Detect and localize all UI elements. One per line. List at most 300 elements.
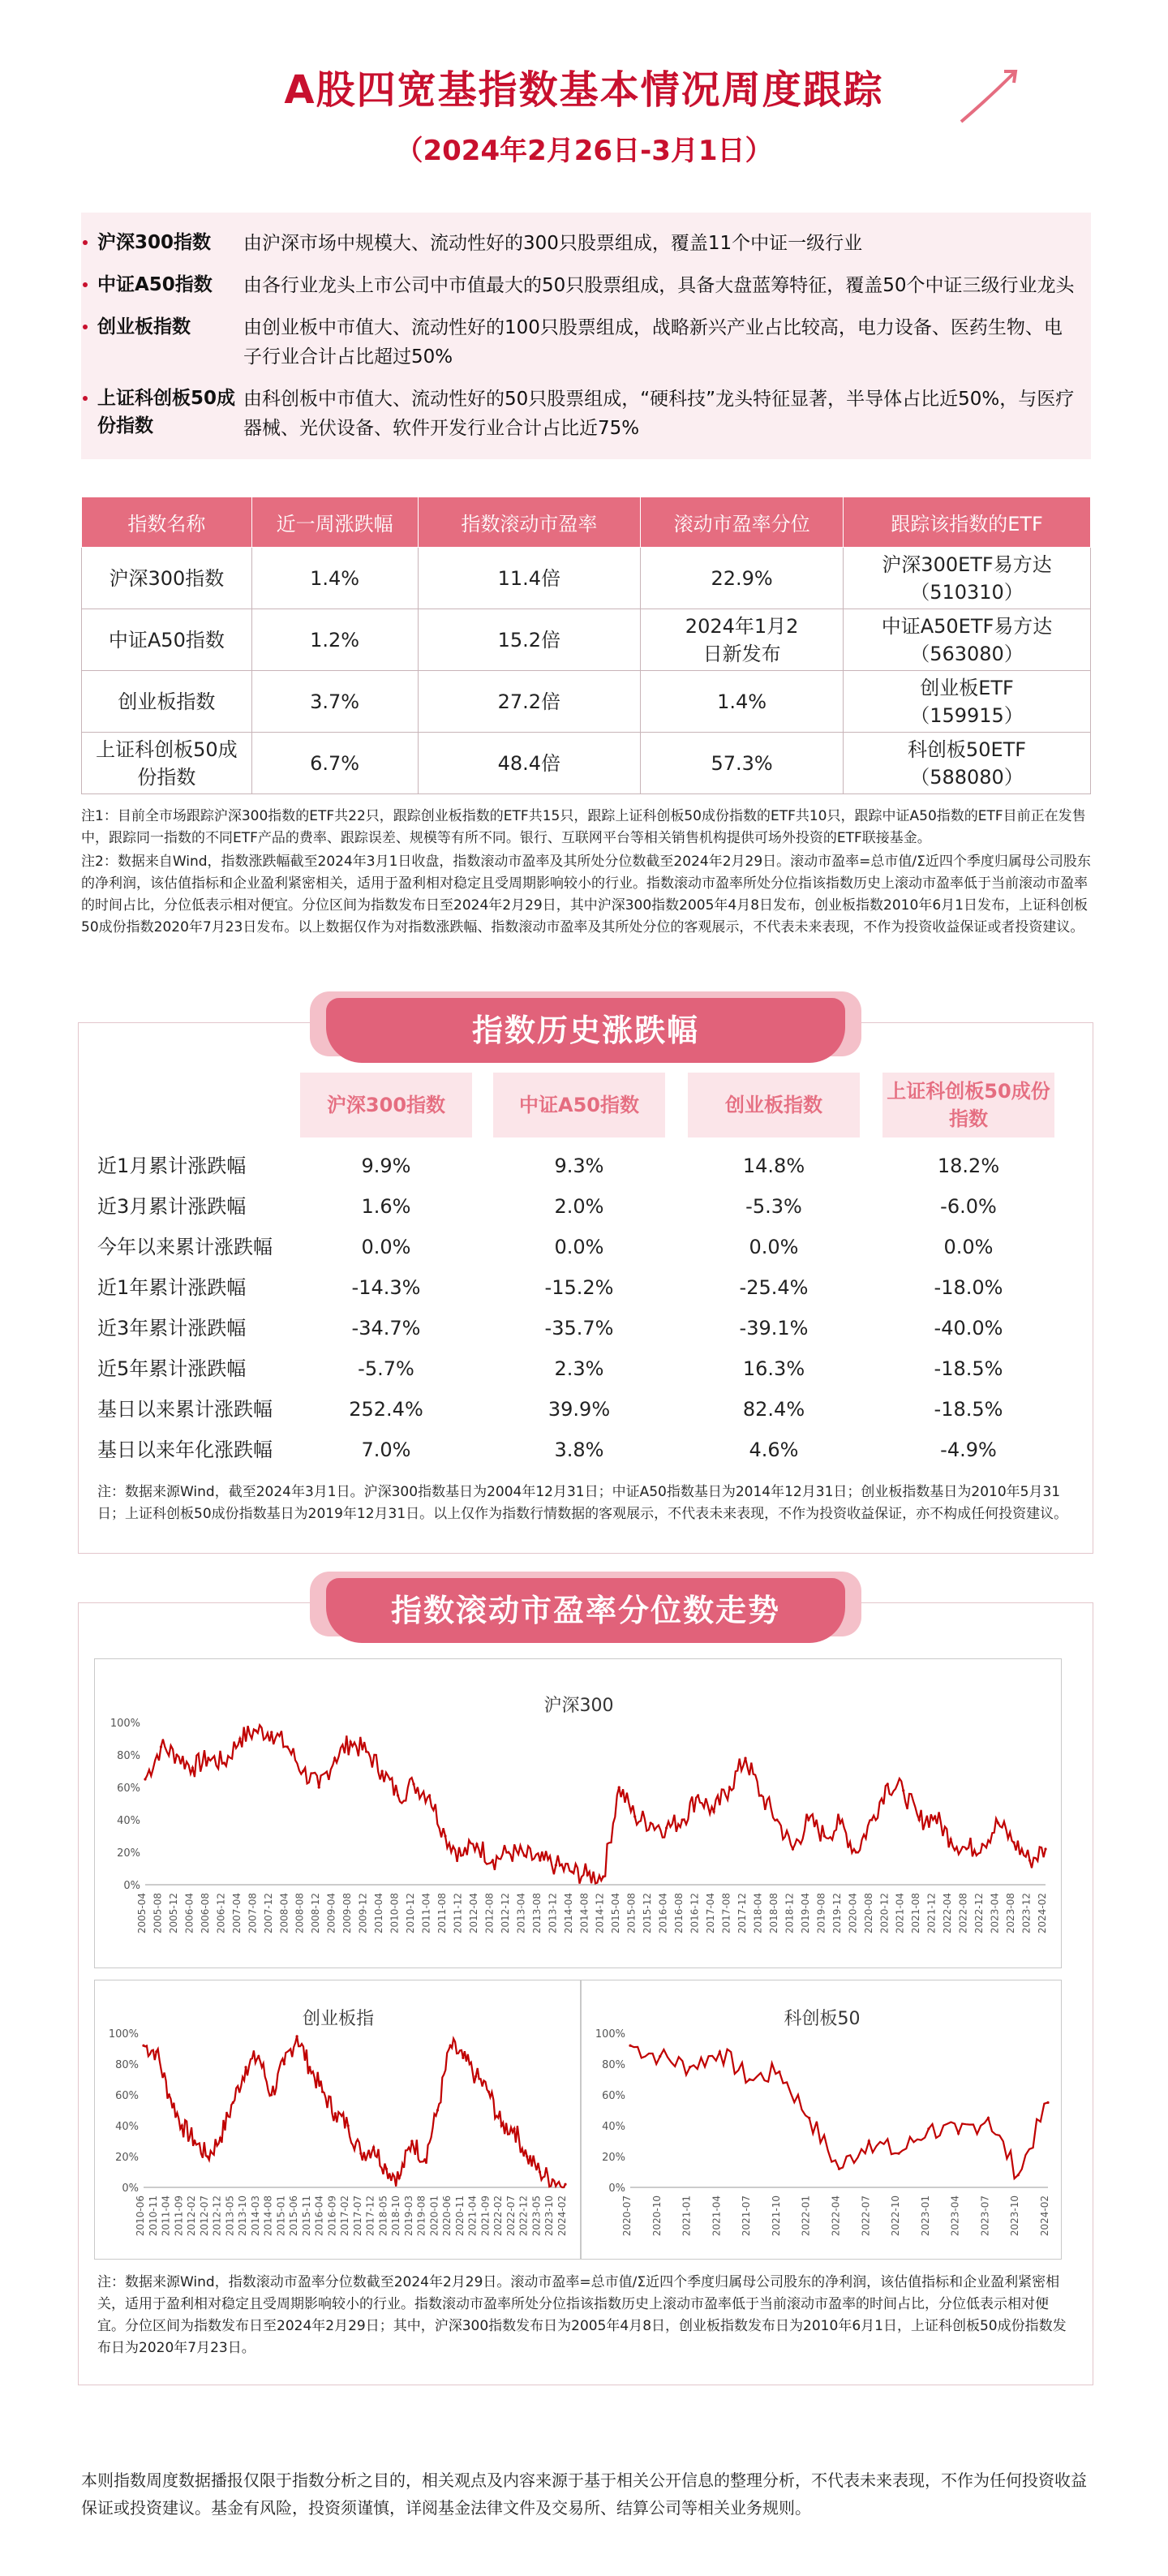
table-cell: 7.0% <box>361 1439 411 1461</box>
x-tick-label: 2006-08 <box>199 1893 211 1934</box>
row-label: 基日以来年化涨跌幅 <box>97 1439 273 1461</box>
table-row <box>89 1227 1087 1267</box>
series-line <box>145 1725 1046 1883</box>
x-tick-label: 2006-04 <box>183 1893 195 1934</box>
table-row <box>89 1430 1087 1470</box>
y-tick-label: 0% <box>123 1880 140 1892</box>
x-tick-label: 2019-12 <box>831 1893 843 1934</box>
table-cell: 0.0% <box>361 1236 411 1258</box>
table-cell: 沪深300指数 <box>82 548 252 609</box>
arrow-decoration-icon <box>957 65 1022 130</box>
data-point <box>257 2055 260 2058</box>
data-point <box>286 1745 289 1748</box>
data-point <box>244 2066 247 2068</box>
x-tick-label: 2013-08 <box>530 1893 543 1934</box>
x-tick-label: 2020-08 <box>862 1893 874 1934</box>
x-tick-label: 2014-04 <box>562 1893 574 1934</box>
x-tick-label: 2023-04 <box>949 2195 961 2237</box>
note-2: 注2：数据来自Wind，指数涨跌幅截至2024年3月1日收盘，指数滚动市盈率及其所处分位数截至2024年2月29日。滚动市盈率=总市值/Σ近四个季度归属母公司股东的净利润，该估值指标和企业盈利紧密相关，适用于盈利相对稳定且受周期影响较小的行业。指数滚动市盈率所处分位指该指数历史上滚动市盈率低于当前滚动市盈率的时间占比，分位低表示相对便宜。分位区间为指数发布日至2024年2月29日，其中沪深300指数2005年4月8日发布，创业板指数2010年6月1日发布，上证科创板50成份指数2020年7月23日发布。以上数据仅作为对指数涨跌幅、指数滚动市盈率及其所处分位的客观展示，不代表未来表现，不作为投资收益保证或者投资建议。 <box>81 854 1091 935</box>
x-tick-label: 2023-12 <box>1020 1893 1033 1934</box>
data-point <box>659 2055 661 2058</box>
x-tick-label: 2009-12 <box>357 1893 369 1934</box>
y-tick-label: 40% <box>602 2121 625 2133</box>
data-point <box>689 2066 691 2068</box>
data-point <box>155 2050 157 2053</box>
x-tick-label: 2022-08 <box>957 1893 969 1934</box>
table-cell: 82.4% <box>742 1398 805 1421</box>
x-tick-label: 2016-12 <box>689 1893 701 1934</box>
data-point <box>981 1843 984 1845</box>
table-cell: 9.3% <box>554 1155 604 1177</box>
x-tick-label: 2011-04 <box>160 2195 172 2237</box>
x-tick-label: 2017-12 <box>364 2195 376 2237</box>
table-cell: -5.7% <box>358 1357 414 1380</box>
row-label: 近1月累计涨跌幅 <box>97 1155 247 1177</box>
table-cell: 科创板50ETF（588080） <box>844 733 1091 794</box>
section-banner: 指数历史涨跌幅 <box>326 998 845 1063</box>
data-point <box>223 1761 225 1764</box>
index-summary-table <box>81 497 1091 794</box>
y-tick-label: 0% <box>608 2183 625 2195</box>
data-point <box>398 2177 401 2179</box>
y-tick-label: 80% <box>115 2059 139 2071</box>
x-tick-label: 2018-08 <box>767 1893 779 1934</box>
data-point <box>570 1870 573 1873</box>
data-point <box>997 1821 999 1824</box>
data-point <box>778 2071 780 2073</box>
x-tick-label: 2014-08 <box>262 2195 274 2237</box>
x-tick-label: 2019-08 <box>815 1893 827 1934</box>
x-tick-label: 2024-02 <box>1037 1893 1048 1934</box>
data-point <box>927 2127 930 2130</box>
data-point <box>270 2093 273 2096</box>
chinext-chart <box>94 1980 581 2260</box>
data-point <box>500 2124 503 2127</box>
x-tick-label: 2024-02 <box>1039 2195 1050 2237</box>
data-point <box>372 2146 375 2148</box>
data-point <box>950 1838 952 1840</box>
x-tick-label: 2015-04 <box>610 1893 622 1934</box>
data-point <box>175 1753 178 1756</box>
x-tick-label: 2020-12 <box>878 1893 891 1934</box>
data-point <box>513 2127 515 2130</box>
data-point <box>365 1750 367 1752</box>
data-point <box>728 1786 731 1788</box>
chart-title: 沪深300 <box>543 1696 614 1716</box>
data-point <box>436 2109 439 2111</box>
intro-item <box>81 307 1091 378</box>
x-tick-label: 2023-08 <box>1005 1893 1017 1934</box>
data-point <box>412 1783 414 1785</box>
data-point <box>144 1778 146 1780</box>
x-tick-label: 2007-08 <box>247 1893 259 1934</box>
table-cell: 0.0% <box>554 1236 604 1258</box>
intro-item-name: 创业板指数 <box>81 313 243 372</box>
disclaimer-footer: 本则指数周度数据播报仅限于指数分析之目的，相关观点及内容来源于基于相关公开信息的整理分析，不代表未来表现，不作为任何投资收益保证或投资建议。基金有风险，投资须谨慎，详阅基金法律文件及交易所、结算公司等相关业务规则。 <box>81 2471 1087 2518</box>
x-tick-label: 2015-12 <box>642 1893 654 1934</box>
data-point <box>744 1757 746 1759</box>
y-tick-label: 80% <box>602 2059 625 2071</box>
data-point <box>749 2078 751 2080</box>
table-row <box>89 1348 1087 1389</box>
data-point <box>870 1818 873 1821</box>
table-cell: -6.0% <box>940 1195 997 1218</box>
table-cell: 2.3% <box>554 1357 604 1380</box>
data-point <box>1028 1859 1031 1861</box>
star50-line-chart <box>582 1980 1063 2260</box>
data-point <box>207 1757 209 1759</box>
table-cell: 上证科创板50成份指数 <box>82 733 252 794</box>
y-tick-label: 20% <box>115 2152 139 2164</box>
data-point <box>359 2152 362 2155</box>
x-tick-label: 2012-08 <box>483 1893 496 1934</box>
x-tick-label: 2008-08 <box>294 1893 306 1934</box>
chart-title: 创业板指 <box>302 2009 374 2029</box>
x-tick-label: 2014-08 <box>578 1893 590 1934</box>
data-point <box>487 2091 490 2093</box>
table-cell: 22.9% <box>641 548 844 609</box>
row-label: 基日以来累计涨跌幅 <box>97 1398 273 1421</box>
x-tick-label: 2008-04 <box>278 1893 290 1934</box>
table-cell: 0.0% <box>749 1236 799 1258</box>
x-tick-label: 2022-07 <box>860 2195 872 2237</box>
x-tick-label: 2009-04 <box>325 1893 337 1934</box>
x-tick-label: 2012-12 <box>499 1893 511 1934</box>
intro-item <box>81 222 1091 264</box>
table-cell: 创业板ETF（159915） <box>844 671 1091 733</box>
data-point <box>283 2062 286 2065</box>
row-label: 近3年累计涨跌幅 <box>97 1317 247 1340</box>
series-line <box>144 2036 565 2187</box>
x-tick-label: 2021-04 <box>711 2195 723 2237</box>
data-point <box>1044 1847 1046 1850</box>
data-point <box>423 2158 426 2161</box>
data-point <box>807 1818 809 1821</box>
data-point <box>719 2050 721 2053</box>
table-cell: 1.4% <box>641 671 844 733</box>
x-tick-label: 2019-04 <box>799 1893 811 1934</box>
table-row <box>89 1389 1087 1430</box>
table-cell: 中证A50ETF易方达（563080） <box>844 609 1091 671</box>
x-tick-label: 2021-10 <box>770 2195 782 2237</box>
row-label: 近1年累计涨跌幅 <box>97 1276 247 1299</box>
table-cell: 1.4% <box>251 548 418 609</box>
data-point <box>507 1851 509 1853</box>
table-cell: 252.4% <box>349 1398 423 1421</box>
x-tick-label: 2006-12 <box>215 1893 227 1934</box>
x-tick-label: 2009-08 <box>341 1893 354 1934</box>
data-point <box>449 2045 452 2047</box>
x-tick-label: 2010-12 <box>405 1893 417 1934</box>
table-cell: 14.8% <box>742 1155 805 1177</box>
x-tick-label: 2022-02 <box>492 2195 505 2237</box>
x-tick-label: 2023-04 <box>989 1893 1001 1934</box>
data-point <box>270 1731 273 1733</box>
data-point <box>193 2139 195 2142</box>
intro-item-name: 上证科创板50成份指数 <box>81 385 243 443</box>
data-point <box>697 1794 699 1796</box>
y-tick-label: 0% <box>122 2183 139 2195</box>
table-row <box>82 733 1091 794</box>
data-point <box>308 2066 311 2068</box>
data-point <box>629 2045 631 2047</box>
table-cell: 沪深300ETF易方达（510310） <box>844 548 1091 609</box>
data-point <box>302 1770 304 1772</box>
table-cell: -34.7% <box>351 1317 421 1340</box>
data-point <box>618 1786 620 1788</box>
y-tick-label: 40% <box>117 1815 140 1827</box>
data-point <box>321 2091 324 2093</box>
table-cell: 创业板指数 <box>82 671 252 733</box>
data-point <box>712 1810 715 1813</box>
data-point <box>823 1834 826 1837</box>
x-tick-label: 2022-07 <box>505 2195 517 2237</box>
table-cell: -40.0% <box>934 1317 1003 1340</box>
data-point <box>232 2101 234 2104</box>
x-tick-label: 2015-06 <box>288 2195 300 2237</box>
x-tick-label: 2011-04 <box>420 1893 432 1934</box>
x-tick-label: 2018-04 <box>752 1893 764 1934</box>
x-tick-label: 2016-04 <box>313 2195 325 2237</box>
data-point <box>334 2112 337 2114</box>
x-tick-label: 2017-08 <box>720 1893 732 1934</box>
table-cell: 2.0% <box>554 1195 604 1218</box>
x-tick-label: 2015-01 <box>275 2195 287 2237</box>
data-point <box>385 2168 388 2170</box>
table-cell: 4.6% <box>749 1439 799 1461</box>
table-cell: 1.2% <box>251 609 418 671</box>
hs300-chart <box>94 1658 1062 1968</box>
table-cell: 6.7% <box>251 733 418 794</box>
x-tick-label: 2021-07 <box>741 2195 753 2237</box>
intro-item-desc: 由各行业龙头上市公司中市值最大的50只股票组成，具备大盘蓝筹特征，覆盖50个中证三级行业龙头 <box>243 275 1075 296</box>
x-tick-label: 2017-02 <box>339 2195 351 2237</box>
data-point <box>539 1859 541 1861</box>
data-point <box>462 2057 464 2059</box>
x-tick-label: 2012-02 <box>186 2195 198 2237</box>
page-title: A股四宽基指数基本情况周度跟踪 <box>284 67 884 113</box>
x-tick-label: 2012-04 <box>467 1893 479 1934</box>
series-line <box>630 2045 1048 2178</box>
table-cell: 18.2% <box>937 1155 1000 1177</box>
x-tick-label: 2021-08 <box>910 1893 922 1934</box>
x-tick-label: 2022-12 <box>973 1893 986 1934</box>
table-cell: 9.9% <box>361 1155 411 1177</box>
y-tick-label: 100% <box>110 1718 140 1730</box>
column-header: 沪深300指数 <box>300 1073 472 1137</box>
table-row <box>89 1146 1087 1186</box>
data-point <box>347 2124 350 2127</box>
x-tick-label: 2016-08 <box>673 1893 685 1934</box>
table-header-row <box>82 497 1091 548</box>
note-1: 注1：目前全市场跟踪沪深300指数的ETF共22只，跟踪创业板指数的ETF共15只，跟踪上证科创板50成份指数的ETF共10只，跟踪中证A50指数的ETF目前正在发售中，跟踪同一指数的不同ETF产品的费率、跟踪误差、规模等有所不同。银行、互联网平台等相关销售机构提供可场外投资的ETF联接基金。 <box>81 808 1086 846</box>
x-tick-label: 2016-09 <box>326 2195 338 2237</box>
intro-item <box>81 264 1091 307</box>
x-tick-label: 2022-12 <box>517 2195 530 2237</box>
table-cell: 3.7% <box>251 671 418 733</box>
data-point <box>160 1745 162 1748</box>
table-cell: -39.1% <box>739 1317 809 1340</box>
data-point <box>650 1821 652 1824</box>
data-point <box>897 2152 900 2155</box>
x-tick-label: 2017-12 <box>736 1893 748 1934</box>
table-cell: 中证A50指数 <box>82 609 252 671</box>
y-tick-label: 100% <box>108 2028 139 2041</box>
x-tick-label: 2020-10 <box>651 2195 663 2237</box>
table-cell: 3.8% <box>554 1439 604 1461</box>
column-header: 滚动市盈率分位 <box>641 497 844 548</box>
x-tick-label: 2005-12 <box>167 1893 179 1934</box>
x-tick-label: 2020-11 <box>453 2195 466 2237</box>
data-point <box>665 1826 668 1829</box>
table-cell: 39.9% <box>548 1398 611 1421</box>
y-tick-label: 20% <box>602 2152 625 2164</box>
x-tick-label: 2021-04 <box>894 1893 906 1934</box>
intro-item-desc: 由创业板中市值大、流动性好的100只股票组成，战略新兴产业占比较高，电力设备、医药生物、电子行业合计占比超过50% <box>243 317 1063 368</box>
data-point <box>839 1821 841 1824</box>
x-tick-label: 2020-04 <box>847 1893 859 1934</box>
table-cell: 15.2倍 <box>418 609 641 671</box>
data-point <box>523 1854 526 1856</box>
data-point <box>492 1859 494 1861</box>
column-header: 指数名称 <box>82 497 252 548</box>
table-row <box>82 609 1091 671</box>
data-point <box>602 1875 604 1877</box>
data-point <box>474 2075 477 2078</box>
x-tick-label: 2011-12 <box>452 1893 464 1934</box>
data-point <box>397 1794 399 1796</box>
row-label: 今年以来累计涨跌幅 <box>97 1236 273 1258</box>
intro-item-desc: 由科创板中市值大、流动性好的50只股票组成，“硬科技”龙头特征显著，半导体占比近50%，与医疗器械、光伏设备、软件开发行业合计占比近75% <box>243 389 1075 439</box>
data-point <box>775 1818 778 1821</box>
data-point <box>887 1783 889 1785</box>
page-subtitle: （2024年2月26日-3月1日） <box>395 135 773 167</box>
x-tick-label: 2019-03 <box>402 2195 414 2237</box>
x-tick-label: 2017-04 <box>705 1893 717 1934</box>
x-tick-label: 2013-12 <box>547 1893 559 1934</box>
data-point <box>219 2137 221 2139</box>
x-tick-label: 2018-05 <box>377 2195 389 2237</box>
x-tick-label: 2019-08 <box>415 2195 427 2237</box>
table-cell: -25.4% <box>739 1276 809 1299</box>
chinext-line-chart <box>95 1980 582 2260</box>
x-tick-label: 2011-09 <box>173 2195 185 2237</box>
data-point <box>792 1847 794 1850</box>
table-cell: -4.9% <box>940 1439 997 1461</box>
data-point <box>142 2045 144 2047</box>
data-point <box>238 1737 241 1740</box>
data-point <box>855 1851 857 1853</box>
data-point <box>526 2155 528 2157</box>
row-label: 近5年累计涨跌幅 <box>97 1357 247 1380</box>
data-point <box>586 1873 589 1876</box>
x-tick-label: 2007-12 <box>262 1893 274 1934</box>
data-point <box>965 1847 968 1850</box>
data-point <box>918 1818 921 1821</box>
x-tick-label: 2022-10 <box>890 2195 902 2237</box>
index-intro-list <box>81 213 1091 459</box>
table-row <box>89 1308 1087 1348</box>
x-tick-label: 2013-10 <box>237 2195 249 2237</box>
section3-note: 注：数据来源Wind，指数滚动市盈率分位数截至2024年2月29日。滚动市盈率=总市值/Σ近四个季度归属母公司股东的净利润，该估值指标和企业盈利紧密相关，适用于盈利相对稳定且受周期影响较小的行业。指数滚动市盈率所处分位指该指数历史上滚动市盈率低于当前滚动市盈率的时间占比，分位低表示相对便宜。分位区间为指数发布日至2024年2月29日；其中，沪深300指数发布日为2005年4月8日，创业板指数发布日为2010年6月1日，上证科创板50成份指数发布日为2020年7月23日。 <box>97 2274 1067 2356</box>
table-cell: 11.4倍 <box>418 548 641 609</box>
data-point <box>934 1815 936 1817</box>
table-cell: 27.2倍 <box>418 671 641 733</box>
chart-title: 科创板50 <box>784 2009 861 2029</box>
data-point <box>475 1843 478 1845</box>
table-cell: 16.3% <box>742 1357 805 1380</box>
data-point <box>838 2168 840 2170</box>
x-tick-label: 2016-04 <box>657 1893 669 1934</box>
column-header: 指数滚动市盈率 <box>418 497 641 548</box>
x-tick-label: 2014-12 <box>594 1893 606 1934</box>
data-point <box>255 1729 257 1731</box>
y-tick-label: 60% <box>602 2090 625 2102</box>
x-tick-label: 2008-12 <box>310 1893 322 1934</box>
x-tick-label: 2020-07 <box>621 2195 633 2237</box>
x-tick-label: 2015-08 <box>625 1893 638 1934</box>
section-banner: 指数滚动市盈率分位数走势 <box>326 1578 845 1643</box>
table-cell: 57.3% <box>641 733 844 794</box>
table-cell: 1.6% <box>361 1195 411 1218</box>
x-tick-label: 2021-12 <box>925 1893 938 1934</box>
data-point <box>318 1786 320 1788</box>
column-header: 中证A50指数 <box>493 1073 665 1137</box>
x-tick-label: 2023-01 <box>919 2195 931 2237</box>
x-tick-label: 2012-12 <box>211 2195 223 2237</box>
x-tick-label: 2020-06 <box>441 2195 453 2237</box>
data-point <box>808 2117 810 2119</box>
table-cell: 48.4倍 <box>418 733 641 794</box>
x-tick-label: 2014-03 <box>249 2195 261 2237</box>
data-point <box>957 2132 960 2135</box>
x-tick-label: 2017-07 <box>351 2195 363 2237</box>
table-row <box>89 1186 1087 1227</box>
star50-chart <box>581 1980 1062 2260</box>
data-point <box>191 1766 194 1769</box>
x-tick-label: 2022-04 <box>942 1893 954 1934</box>
y-tick-label: 80% <box>117 1750 140 1762</box>
data-point <box>564 2183 566 2186</box>
hs300-line-chart <box>95 1659 1063 1969</box>
data-point <box>333 1757 336 1759</box>
data-point <box>552 2178 554 2181</box>
table-cell: -18.5% <box>934 1398 1003 1421</box>
x-tick-label: 2018-10 <box>390 2195 402 2237</box>
intro-item <box>81 378 1091 449</box>
table-row <box>82 671 1091 733</box>
x-tick-label: 2021-04 <box>466 2195 479 2237</box>
x-tick-label: 2005-08 <box>152 1893 164 1934</box>
x-tick-label: 2010-06 <box>135 2195 146 2237</box>
x-tick-label: 2021-01 <box>681 2195 693 2237</box>
x-tick-label: 2024-02 <box>556 2195 568 2237</box>
y-tick-label: 100% <box>595 2028 625 2041</box>
intro-item-name: 中证A50指数 <box>81 271 243 300</box>
x-tick-label: 2023-10 <box>1009 2195 1021 2237</box>
data-point <box>868 2139 870 2142</box>
intro-item-name: 沪深300指数 <box>81 229 243 258</box>
data-point <box>444 1834 446 1837</box>
x-tick-label: 2012-07 <box>198 2195 210 2237</box>
x-tick-label: 2021-09 <box>479 2195 492 2237</box>
x-tick-label: 2013-05 <box>224 2195 236 2237</box>
data-point <box>633 1815 636 1817</box>
data-point <box>206 2155 208 2157</box>
data-point <box>902 1789 904 1791</box>
table-cell: -18.0% <box>934 1276 1003 1299</box>
x-tick-label: 2007-04 <box>230 1893 243 1934</box>
